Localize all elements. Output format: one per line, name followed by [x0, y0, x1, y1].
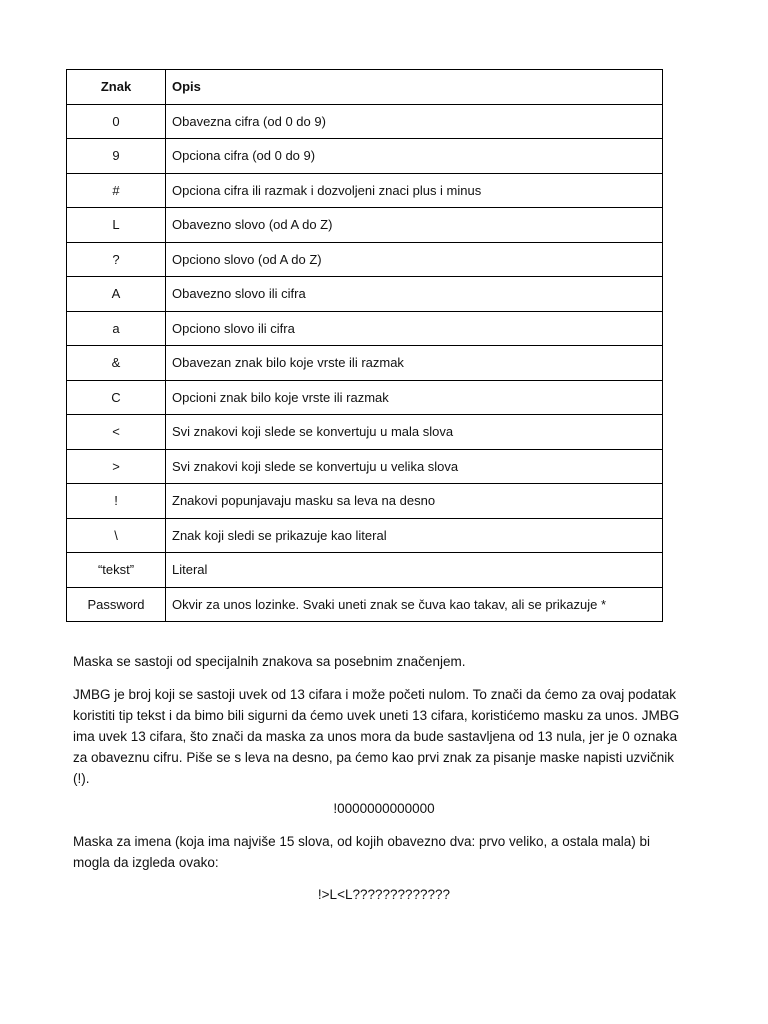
table-row	[67, 104, 663, 139]
table-row	[67, 173, 663, 208]
imena-mask-example: !>L<L?????????????	[317, 887, 451, 902]
cell-znak: #	[67, 173, 166, 208]
cell-opis: Obavezna cifra (od 0 do 9)	[166, 104, 663, 139]
table-row	[67, 208, 663, 243]
table-row	[67, 242, 663, 277]
cell-opis: Znak koji sledi se prikazuje kao literal	[166, 518, 663, 553]
table-row	[67, 311, 663, 346]
imena-paragraph: Maska za imena (koja ima najviše 15 slova, od kojih obavezno dva: prvo veliko, a ostala mala) bi mogla da izgleda ovako:	[73, 834, 651, 870]
table-row	[67, 139, 663, 174]
cell-opis: Obavezno slovo ili cifra	[166, 277, 663, 312]
cell-znak: &	[67, 346, 166, 381]
cell-opis: Svi znakovi koji slede se konvertuju u velika slova	[166, 449, 663, 484]
cell-znak: !	[67, 484, 166, 519]
table-row	[67, 518, 663, 553]
cell-znak: a	[67, 311, 166, 346]
cell-opis: Okvir za unos lozinke. Svaki uneti znak se čuva kao takav, ali se prikazuje *	[166, 587, 663, 622]
header-opis: Opis	[166, 70, 663, 105]
cell-znak: ?	[67, 242, 166, 277]
cell-opis: Obavezan znak bilo koje vrste ili razmak	[166, 346, 663, 381]
cell-znak: L	[67, 208, 166, 243]
cell-znak: 9	[67, 139, 166, 174]
table-row	[67, 415, 663, 450]
cell-opis: Opciono slovo ili cifra	[166, 311, 663, 346]
cell-opis: Znakovi popunjavaju masku sa leva na desno	[166, 484, 663, 519]
cell-opis: Opciono slovo (od A do Z)	[166, 242, 663, 277]
cell-opis: Opciona cifra ili razmak i dozvoljeni znaci plus i minus	[166, 173, 663, 208]
cell-opis: Opciona cifra (od 0 do 9)	[166, 139, 663, 174]
jmbg-paragraph: JMBG je broj koji se sastoji uvek od 13 cifara i može početi nulom. To znači da ćemo za ovaj podatak koristiti tip tekst i da bimo bili sigurni da ćemo uvek uneti 13 cifara, koristićemo masku za unos. JMBG ima uvek 13 cifara, što znači da maska za unos mora da bude sastavljena od 13 nula, jer je 0 oznaka za obaveznu cifru. Piše se s leva na desno, pa ćemo kao prvi znak za pisanje maske napisti uzvičnik (!).	[73, 687, 680, 786]
cell-znak: <	[67, 415, 166, 450]
header-znak: Znak	[67, 70, 166, 105]
cell-opis: Svi znakovi koji slede se konvertuju u mala slova	[166, 415, 663, 450]
table-row	[67, 380, 663, 415]
table-header-row	[67, 70, 663, 105]
jmbg-mask-example: !0000000000000	[333, 801, 435, 816]
cell-znak: C	[67, 380, 166, 415]
cell-znak: 0	[67, 104, 166, 139]
cell-znak: \	[67, 518, 166, 553]
cell-znak: Password	[67, 587, 166, 622]
table-row	[67, 553, 663, 588]
cell-opis: Literal	[166, 553, 663, 588]
table-row	[67, 277, 663, 312]
cell-znak: >	[67, 449, 166, 484]
table-row	[67, 346, 663, 381]
table-row	[67, 449, 663, 484]
cell-znak: A	[67, 277, 166, 312]
cell-opis: Opcioni znak bilo koje vrste ili razmak	[166, 380, 663, 415]
mask-characters-table	[66, 69, 663, 622]
table-row	[67, 587, 663, 622]
cell-opis: Obavezno slovo (od A do Z)	[166, 208, 663, 243]
table-row	[67, 484, 663, 519]
cell-znak: “tekst”	[67, 553, 166, 588]
intro-paragraph: Maska se sastoji od specijalnih znakova sa posebnim značenjem.	[73, 654, 466, 669]
